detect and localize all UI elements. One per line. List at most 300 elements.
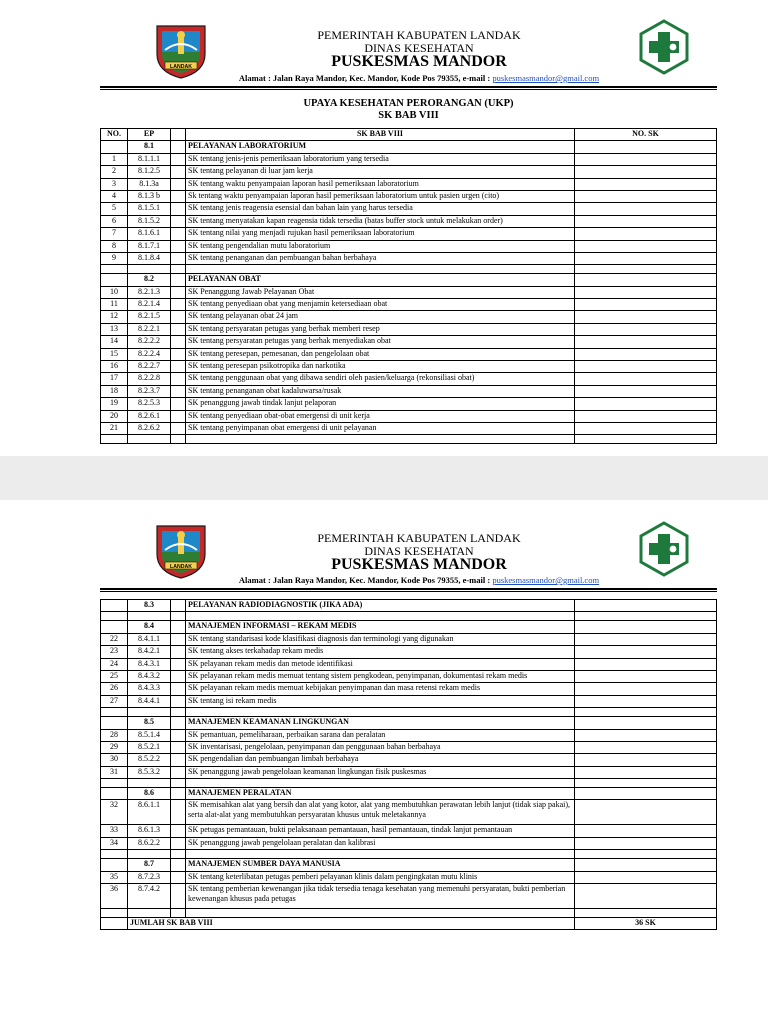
row-number xyxy=(101,708,128,717)
row-ep: 8.1.5.1 xyxy=(128,203,171,215)
row-no-sk xyxy=(575,779,717,788)
table-row xyxy=(101,311,717,323)
row-sk-text: Sk tentang waktu penyampaian laporan hasil pemeriksaan laboratorium untuk pasien urgen (cito) xyxy=(186,190,575,202)
table-row xyxy=(101,323,717,335)
row-sk-text: SK penanggung jawab pengelolaan keamanan lingkungan fisik puskesmas xyxy=(186,766,575,778)
row-ep: 8.4.1.1 xyxy=(128,633,171,645)
row-no-sk xyxy=(575,670,717,682)
row-number: 8 xyxy=(101,240,128,252)
table-row xyxy=(101,385,717,397)
table-row xyxy=(101,215,717,227)
row-number xyxy=(101,141,128,153)
total-value: 36 SK xyxy=(575,918,717,930)
row-sk-text: SK tentang peresepan, pemesanan, dan pengelolaan obat xyxy=(186,348,575,360)
row-number: 25 xyxy=(101,670,128,682)
row-number: 11 xyxy=(101,299,128,311)
table-row xyxy=(101,754,717,766)
row-number: 4 xyxy=(101,190,128,202)
row-no-sk xyxy=(575,299,717,311)
row-number: 32 xyxy=(101,800,128,825)
letterhead-agency: DINAS KESEHATAN xyxy=(364,41,474,55)
row-blank-cell xyxy=(171,741,186,753)
row-sk-text xyxy=(186,612,575,621)
row-ep: 8.2.6.2 xyxy=(128,422,171,434)
row-number xyxy=(101,435,128,444)
row-ep: 8.7 xyxy=(128,859,171,871)
table-row xyxy=(101,741,717,753)
letterhead-address: Alamat : Jalan Raya Mandor, Kec. Mandor, Kode Pos 79355, e-mail : puskesmasmandor@gmail.com xyxy=(238,575,600,585)
row-sk-text: SK inventarisasi, pengelolaan, penyimpanan dan penggunaan bahan berbahaya xyxy=(186,741,575,753)
row-sk-text xyxy=(186,265,575,274)
row-blank-cell xyxy=(171,166,186,178)
col-header-no-sk: NO. SK xyxy=(575,129,717,141)
row-no-sk xyxy=(575,410,717,422)
row-blank-cell xyxy=(171,240,186,252)
row-ep xyxy=(128,850,171,859)
section-row xyxy=(101,600,717,612)
row-blank-cell xyxy=(171,612,186,621)
row-ep: 8.2.3.7 xyxy=(128,385,171,397)
row-ep: 8.4.2.1 xyxy=(128,646,171,658)
table-row xyxy=(101,410,717,422)
row-no-sk xyxy=(575,265,717,274)
section-row xyxy=(101,141,717,153)
row-blank-cell xyxy=(171,435,186,444)
row-ep: 8.5 xyxy=(128,717,171,729)
row-sk-text xyxy=(186,708,575,717)
row-number: 29 xyxy=(101,741,128,753)
row-sk-text: MANAJEMEN INFORMASI – REKAM MEDIS xyxy=(186,621,575,633)
row-sk-text: SK tentang persyaratan petugas yang berhak memberi resep xyxy=(186,323,575,335)
section-row xyxy=(101,859,717,871)
table-row xyxy=(101,800,717,825)
row-ep: 8.6.1.3 xyxy=(128,825,171,837)
table-row xyxy=(101,361,717,373)
row-sk-text: SK tentang penanganan obat kadaluwarsa/rusak xyxy=(186,385,575,397)
row-no-sk xyxy=(575,717,717,729)
sk-table-page-1 xyxy=(100,128,717,444)
row-number: 10 xyxy=(101,286,128,298)
row-blank-cell xyxy=(171,361,186,373)
row-sk-text: SK tentang waktu penyampaian laporan hasil pemeriksaan laboratorium xyxy=(186,178,575,190)
row-no-sk xyxy=(575,633,717,645)
row-no-sk xyxy=(575,754,717,766)
row-no-sk xyxy=(575,658,717,670)
row-sk-text xyxy=(186,779,575,788)
row-ep: 8.1.6.1 xyxy=(128,228,171,240)
table-row xyxy=(101,766,717,778)
row-sk-text: SK pemantuan, pemeliharaan, perbaikan sarana dan peralatan xyxy=(186,729,575,741)
row-sk-text: SK pengendalian dan pembuangan limbah berbahaya xyxy=(186,754,575,766)
row-sk-text xyxy=(186,850,575,859)
row-blank-cell xyxy=(171,909,186,918)
row-number xyxy=(101,600,128,612)
row-sk-text: MANAJEMEN PERALATAN xyxy=(186,788,575,800)
row-sk-text: SK tentang menyatakan kapan reagensia tidak tersedia (batas buffer stock untuk melakukan order) xyxy=(186,215,575,227)
row-blank-cell xyxy=(171,800,186,825)
row-sk-text: SK tentang standarisasi kode klasifikasi diagnosis dan terminologi yang digunakan xyxy=(186,633,575,645)
row-no-sk xyxy=(575,825,717,837)
table-row xyxy=(101,299,717,311)
row-no-sk xyxy=(575,336,717,348)
row-sk-text: SK tentang jenis reagensia esensial dan bahan lain yang harus tersedia xyxy=(186,203,575,215)
table-row xyxy=(101,633,717,645)
letterhead xyxy=(0,0,768,86)
row-number: 26 xyxy=(101,683,128,695)
letterhead-government: PEMERINTAH KABUPATEN LANDAK xyxy=(317,28,521,42)
row-sk-text: SK petugas pemantauan, bukti pelaksanaan pemantauan, hasil pemantauan, tindak lanjut pemantauan xyxy=(186,825,575,837)
row-no-sk xyxy=(575,274,717,286)
letterhead-institution: PUSKESMAS MANDOR xyxy=(331,556,507,573)
row-blank-cell xyxy=(171,766,186,778)
row-blank-cell xyxy=(171,754,186,766)
email-link[interactable]: puskesmasmandor@gmail.com xyxy=(492,575,600,585)
row-ep: 8.6 xyxy=(128,788,171,800)
row-sk-text: SK tentang pemberian kewenangan jika tidak tersedia tenaga kesehatan yang memenuhi persyaratan, bukti pemberian kewenangan khusus pada petugas xyxy=(186,884,575,909)
table-row xyxy=(101,683,717,695)
letterhead xyxy=(0,500,768,586)
table-row xyxy=(101,825,717,837)
row-blank-cell xyxy=(171,323,186,335)
row-ep xyxy=(128,909,171,918)
row-sk-text: SK tentang penanganan dan pembuangan bahan berbahaya xyxy=(186,252,575,264)
row-number: 7 xyxy=(101,228,128,240)
row-number: 13 xyxy=(101,323,128,335)
row-ep: 8.5.2.2 xyxy=(128,754,171,766)
row-number xyxy=(101,265,128,274)
row-blank-cell xyxy=(171,178,186,190)
row-blank-cell xyxy=(171,410,186,422)
row-blank-cell xyxy=(171,695,186,707)
row-ep: 8.4.3.3 xyxy=(128,683,171,695)
table-row xyxy=(101,228,717,240)
row-blank-cell xyxy=(171,153,186,165)
row-no-sk xyxy=(575,800,717,825)
row-blank-cell xyxy=(171,837,186,849)
row-no-sk xyxy=(575,708,717,717)
table-row xyxy=(101,190,717,202)
row-no-sk xyxy=(575,729,717,741)
row-no-sk xyxy=(575,323,717,335)
spacer-row xyxy=(101,708,717,717)
row-sk-text: PELAYANAN LABORATORIUM xyxy=(186,141,575,153)
row-no-sk xyxy=(575,850,717,859)
row-number: 18 xyxy=(101,385,128,397)
row-sk-text: SK tentang pelayanan di luar jam kerja xyxy=(186,166,575,178)
row-blank-cell xyxy=(171,717,186,729)
row-no-sk xyxy=(575,215,717,227)
row-blank-cell xyxy=(171,621,186,633)
letterhead-government: PEMERINTAH KABUPATEN LANDAK xyxy=(317,531,521,545)
table-row xyxy=(101,203,717,215)
row-no-sk xyxy=(575,153,717,165)
section-row xyxy=(101,788,717,800)
puskesmas-cross-icon xyxy=(639,19,689,75)
row-ep: 8.1.7.1 xyxy=(128,240,171,252)
row-ep: 8.1.1.1 xyxy=(128,153,171,165)
spacer-row xyxy=(101,612,717,621)
row-ep: 8.1.5.2 xyxy=(128,215,171,227)
table-row xyxy=(101,336,717,348)
row-no-sk xyxy=(575,837,717,849)
row-no-sk xyxy=(575,884,717,909)
table-row xyxy=(101,884,717,909)
row-sk-text: SK tentang penyimpanan obat emergensi di unit pelayanan xyxy=(186,422,575,434)
table-row xyxy=(101,348,717,360)
row-number xyxy=(101,612,128,621)
landak-regency-crest-icon xyxy=(153,22,209,80)
row-number: 12 xyxy=(101,311,128,323)
spacer-row xyxy=(101,779,717,788)
row-no-sk xyxy=(575,228,717,240)
row-blank-cell xyxy=(171,658,186,670)
row-ep: 8.5.2.1 xyxy=(128,741,171,753)
table-row xyxy=(101,422,717,434)
row-ep xyxy=(128,265,171,274)
spacer-row xyxy=(101,850,717,859)
row-blank-cell xyxy=(171,336,186,348)
table-row xyxy=(101,871,717,883)
row-number: 19 xyxy=(101,398,128,410)
col-header-ep: EP xyxy=(128,129,171,141)
row-no-sk xyxy=(575,600,717,612)
table-row xyxy=(101,695,717,707)
row-number: 35 xyxy=(101,871,128,883)
landak-regency-crest-icon xyxy=(153,522,209,580)
row-sk-text: PELAYANAN OBAT xyxy=(186,274,575,286)
table-row xyxy=(101,646,717,658)
letterhead-address: Alamat : Jalan Raya Mandor, Kec. Mandor, Kode Pos 79355, e-mail : puskesmasmandor@gmail.com xyxy=(238,73,600,83)
row-ep xyxy=(128,779,171,788)
col-header-sk: SK BAB VIII xyxy=(186,129,575,141)
row-number: 5 xyxy=(101,203,128,215)
row-sk-text: SK tentang keterlibatan petugas pemberi pelayanan klinis dalam pengingkatan mutu klinis xyxy=(186,871,575,883)
row-ep: 8.7.2.3 xyxy=(128,871,171,883)
row-no-sk xyxy=(575,361,717,373)
row-number: 6 xyxy=(101,215,128,227)
row-number: 21 xyxy=(101,422,128,434)
table-row xyxy=(101,670,717,682)
row-blank-cell xyxy=(171,850,186,859)
row-number: 23 xyxy=(101,646,128,658)
letterhead-divider xyxy=(100,588,717,592)
row-number: 14 xyxy=(101,336,128,348)
row-number xyxy=(101,909,128,918)
row-ep: 8.6.1.1 xyxy=(128,800,171,825)
letterhead-institution: PUSKESMAS MANDOR xyxy=(331,53,507,70)
row-blank-cell xyxy=(171,286,186,298)
row-number: 9 xyxy=(101,252,128,264)
row-number xyxy=(101,717,128,729)
row-sk-text: SK pelayanan rekam medis memuat kebijakan penyimpanan dan masa retensi rekam medis xyxy=(186,683,575,695)
row-blank-cell xyxy=(171,215,186,227)
row-blank-cell xyxy=(171,779,186,788)
row-sk-text: SK tentang persyaratan petugas yang berhak menyediakan obat xyxy=(186,336,575,348)
spacer-row xyxy=(101,909,717,918)
col-header-no: NO. xyxy=(101,129,128,141)
row-number: 36 xyxy=(101,884,128,909)
row-no-sk xyxy=(575,178,717,190)
row-number: 33 xyxy=(101,825,128,837)
row-ep: 8.2 xyxy=(128,274,171,286)
row-ep: 8.1.3a xyxy=(128,178,171,190)
row-no-sk xyxy=(575,612,717,621)
row-ep: 8.2.1.5 xyxy=(128,311,171,323)
table-row xyxy=(101,398,717,410)
row-sk-text: MANAJEMEN KEAMANAN LINGKUNGAN xyxy=(186,717,575,729)
logo-text: LANDAK xyxy=(170,64,192,70)
row-sk-text: SK memisahkan alat yang bersih dan alat yang kotor, alat yang membutuhkan perawatan lebih lanjut (tidak siap pakai), serta alat-alat yang membutuhkan persyaratan khusus untuk meletakannya xyxy=(186,800,575,825)
row-no-sk xyxy=(575,695,717,707)
row-ep: 8.2.6.1 xyxy=(128,410,171,422)
row-no-sk xyxy=(575,311,717,323)
row-blank-cell xyxy=(171,299,186,311)
row-ep: 8.7.4.2 xyxy=(128,884,171,909)
row-number: 34 xyxy=(101,837,128,849)
row-number: 20 xyxy=(101,410,128,422)
row-blank-cell xyxy=(171,646,186,658)
logo-text: LANDAK xyxy=(170,564,192,570)
row-ep: 8.1.2.5 xyxy=(128,166,171,178)
row-number: 15 xyxy=(101,348,128,360)
row-sk-text: PELAYANAN RADIODIAGNOSTIK (JIKA ADA) xyxy=(186,600,575,612)
row-no-sk xyxy=(575,252,717,264)
letterhead-divider xyxy=(100,86,717,90)
row-number: 1 xyxy=(101,153,128,165)
row-number xyxy=(101,859,128,871)
row-ep: 8.3 xyxy=(128,600,171,612)
row-ep xyxy=(128,708,171,717)
row-no-sk xyxy=(575,435,717,444)
spacer-row xyxy=(101,265,717,274)
row-no-sk xyxy=(575,385,717,397)
row-ep: 8.2.2.7 xyxy=(128,361,171,373)
email-link[interactable]: puskesmasmandor@gmail.com xyxy=(492,73,600,83)
row-blank-cell xyxy=(171,670,186,682)
table-row xyxy=(101,286,717,298)
spacer-row xyxy=(101,435,717,444)
row-no-sk xyxy=(575,788,717,800)
row-ep: 8.2.2.1 xyxy=(128,323,171,335)
row-number xyxy=(101,850,128,859)
row-number: 31 xyxy=(101,766,128,778)
row-ep: 8.4 xyxy=(128,621,171,633)
table-header-row xyxy=(101,129,717,141)
row-no-sk xyxy=(575,141,717,153)
section-row xyxy=(101,621,717,633)
page-gap xyxy=(0,456,768,500)
row-no-sk xyxy=(575,909,717,918)
row-blank-cell xyxy=(171,600,186,612)
section-row xyxy=(101,274,717,286)
row-blank-cell xyxy=(171,859,186,871)
row-ep: 8.4.4.1 xyxy=(128,695,171,707)
row-sk-text: SK tentang peresepan psikotropika dan narkotika xyxy=(186,361,575,373)
row-ep: 8.5.3.2 xyxy=(128,766,171,778)
puskesmas-cross-icon xyxy=(639,521,689,577)
row-number xyxy=(101,274,128,286)
document-subtitle: SK BAB VIII xyxy=(378,110,439,121)
row-no-sk xyxy=(575,646,717,658)
table-row xyxy=(101,166,717,178)
row-no-sk xyxy=(575,422,717,434)
row-no-sk xyxy=(575,240,717,252)
row-no-sk xyxy=(575,348,717,360)
row-no-sk xyxy=(575,190,717,202)
row-sk-text: MANAJEMEN SUMBER DAYA MANUSIA xyxy=(186,859,575,871)
row-no-sk xyxy=(575,683,717,695)
row-ep: 8.4.3.2 xyxy=(128,670,171,682)
letterhead-agency: DINAS KESEHATAN xyxy=(364,544,474,558)
total-label: JUMLAH SK BAB VIII xyxy=(128,918,575,930)
row-blank-cell xyxy=(171,633,186,645)
row-sk-text xyxy=(186,909,575,918)
table-row xyxy=(101,729,717,741)
row-sk-text: SK tentang pengendalian mutu laboratorium xyxy=(186,240,575,252)
row-number: 30 xyxy=(101,754,128,766)
row-sk-text: SK tentang pelayanan obat 24 jam xyxy=(186,311,575,323)
row-no-sk xyxy=(575,621,717,633)
col-header-blank xyxy=(171,129,186,141)
row-sk-text: SK tentang penyediaan obat-obat emergensi di unit kerja xyxy=(186,410,575,422)
table-row xyxy=(101,240,717,252)
row-ep xyxy=(128,435,171,444)
row-no-sk xyxy=(575,286,717,298)
row-blank-cell xyxy=(171,871,186,883)
row-blank-cell xyxy=(171,265,186,274)
row-ep xyxy=(128,612,171,621)
row-number: 2 xyxy=(101,166,128,178)
row-number: 17 xyxy=(101,373,128,385)
row-sk-text: SK tentang nilai yang menjadi rujukan hasil pemeriksaan laboratorium xyxy=(186,228,575,240)
row-sk-text: SK tentang penyediaan obat yang menjamin ketersediaan obat xyxy=(186,299,575,311)
row-sk-text: SK pelayanan rekam medis dan metode identifikasi xyxy=(186,658,575,670)
table-row xyxy=(101,178,717,190)
row-ep: 8.1 xyxy=(128,141,171,153)
section-row xyxy=(101,717,717,729)
row-ep: 8.2.1.3 xyxy=(128,286,171,298)
row-ep: 8.1.3 b xyxy=(128,190,171,202)
row-sk-text: SK pelayanan rekam medis memuat tentang sistem pengkodean, penyimpanan, dokumentasi rekam medis xyxy=(186,670,575,682)
row-ep: 8.5.1.4 xyxy=(128,729,171,741)
row-sk-text xyxy=(186,435,575,444)
row-number: 27 xyxy=(101,695,128,707)
row-no-sk xyxy=(575,871,717,883)
row-blank-cell xyxy=(171,385,186,397)
row-sk-text: SK Penanggung Jawab Pelayanan Obat xyxy=(186,286,575,298)
row-sk-text: SK tentang isi rekam medis xyxy=(186,695,575,707)
row-number: 3 xyxy=(101,178,128,190)
table-row xyxy=(101,153,717,165)
row-number: 24 xyxy=(101,658,128,670)
row-blank-cell xyxy=(171,203,186,215)
table-row xyxy=(101,658,717,670)
row-no-sk xyxy=(575,766,717,778)
row-blank-cell xyxy=(171,708,186,717)
document-page-2 xyxy=(0,500,768,1024)
row-no-sk xyxy=(575,203,717,215)
row-number: 16 xyxy=(101,361,128,373)
row-sk-text: SK penanggung jawab pengelolaan peralatan dan kalibrasi xyxy=(186,837,575,849)
row-ep: 8.2.1.4 xyxy=(128,299,171,311)
total-row xyxy=(101,918,717,930)
row-blank-cell xyxy=(171,422,186,434)
row-blank-cell xyxy=(171,683,186,695)
row-blank-cell xyxy=(171,141,186,153)
row-ep: 8.4.3.1 xyxy=(128,658,171,670)
row-no-sk xyxy=(575,373,717,385)
row-sk-text: SK tentang penggunaan obat yang dibawa sendiri oleh pasien/keluarga (rekonsiliasi obat) xyxy=(186,373,575,385)
